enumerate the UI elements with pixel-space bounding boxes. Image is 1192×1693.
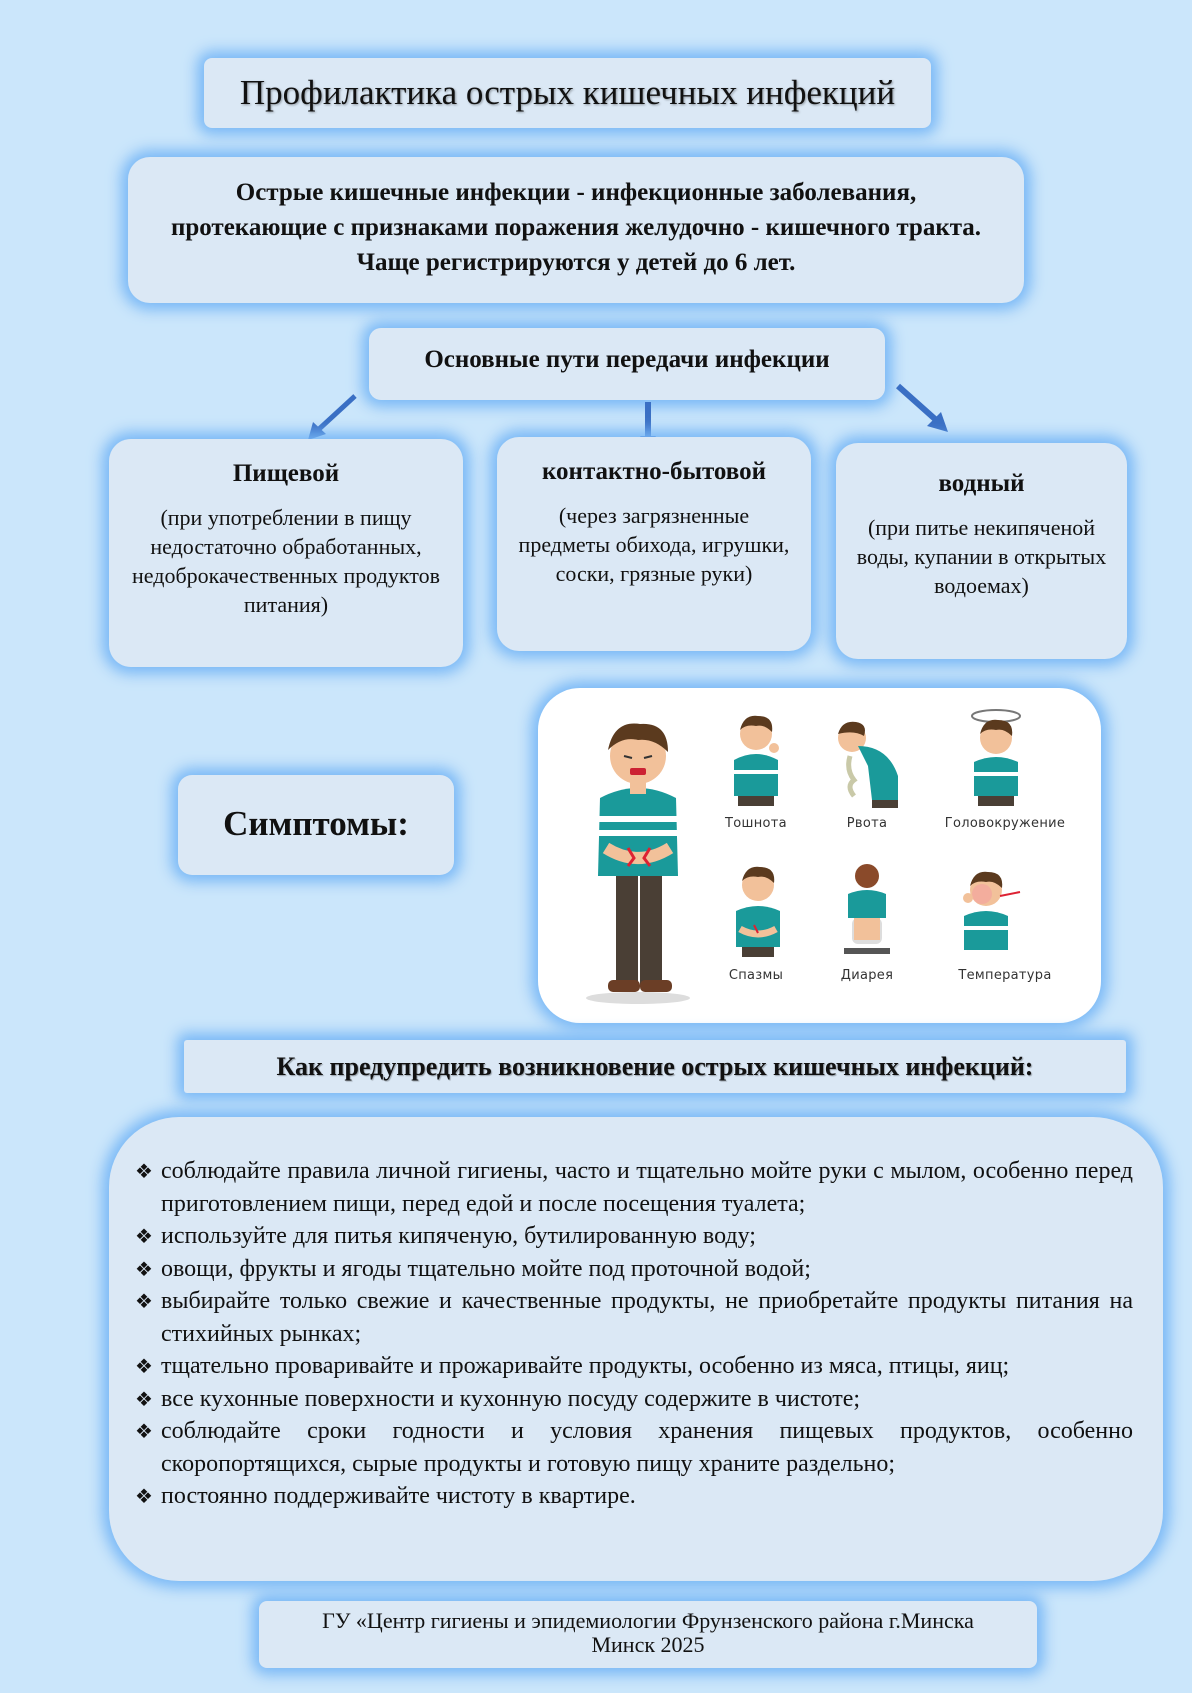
list-item: ❖ тщательно проваривайте и прожаривайте продукты, особенно из мяса, птицы, яиц;: [135, 1350, 1133, 1383]
symptom-caption: Тошнота: [725, 816, 787, 831]
route-food: [109, 439, 463, 667]
symptom-caption: Температура: [958, 968, 1052, 983]
footer-org: ГУ «Центр гигиены и эпидемиологии Фрунзенского района г.Минска: [322, 1608, 974, 1633]
diarrhea-figure: [832, 858, 902, 963]
route-title: Пищевой: [232, 460, 340, 487]
symptom-caption: Диарея: [840, 968, 894, 983]
route-contact: [497, 437, 811, 651]
vomiting-figure: [828, 716, 918, 808]
list-item: ❖ все кухонные поверхности и кухонную посуду содержите в чистоте;: [135, 1383, 1133, 1416]
symptoms-illustration: [538, 688, 1101, 1023]
footer-year: Минск 2025: [591, 1632, 705, 1657]
boy-stomachache-figure: [578, 708, 698, 1008]
symptom-caption: Рвота: [846, 816, 888, 831]
dizziness-figure: [956, 704, 1036, 808]
definition-text: Острые кишечные инфекции - инфекционные заболевания, протекающие с признаками поражения желудочно - кишечного тракта. Чаще регистрируются у детей до 6 лет.: [170, 179, 982, 276]
prevention-heading: Как предупредить возникновение острых кишечных инфекций:: [276, 1052, 1034, 1081]
list-item: ❖ постоянно поддерживайте чистоту в квартире.: [135, 1480, 1133, 1513]
nausea-figure: [716, 708, 796, 808]
routes-heading: Основные пути передачи инфекции: [424, 346, 830, 373]
footer-box: [259, 1601, 1037, 1668]
route-title: контактно-бытовой: [541, 458, 767, 485]
symptoms-heading-box: [178, 775, 454, 875]
arrow-down-right-icon: [898, 386, 948, 432]
tips-list: [135, 1155, 1133, 1513]
list-item: ❖ соблюдайте правила личной гигиены, часто и тщательно мойте руки с мылом, особенно перед приготовлением пищи, перед едой и после посещения туалета;: [135, 1155, 1133, 1220]
arrows-layer: [0, 0, 1192, 480]
route-desc: (при употреблении в пищу недостаточно обработанных, недоброкачественных продуктов питания): [132, 505, 440, 617]
prevention-tips-box: [109, 1117, 1163, 1581]
symptoms-heading: Симптомы:: [223, 804, 409, 843]
symptom-caption: Головокружение: [944, 816, 1066, 831]
route-title: водный: [938, 470, 1025, 497]
arrow-down-left-icon: [308, 396, 355, 440]
cramps-figure: [718, 863, 798, 963]
route-water: [836, 443, 1127, 659]
list-item: ❖ выбирайте только свежие и качественные продукты, не приобретайте продукты питания на стихийных рынках;: [135, 1285, 1133, 1350]
list-item: ❖ соблюдайте сроки годности и условия хранения пищевых продуктов, особенно скоропортящихся, сырые продукты и готовую пищу храните раздельно;: [135, 1415, 1133, 1480]
list-item: ❖ овощи, фрукты и ягоды тщательно мойте под проточной водой;: [135, 1253, 1133, 1286]
route-desc: (при питье некипяченой воды, купании в открытых водоемах): [856, 515, 1107, 598]
fever-figure: [946, 860, 1036, 960]
symptom-caption: Спазмы: [728, 968, 784, 983]
route-desc: (через загрязненные предметы обихода, игрушки, соски, грязные руки): [518, 503, 790, 586]
prevention-heading-box: [184, 1040, 1126, 1093]
page-title: Профилактика острых кишечных инфекций: [239, 73, 896, 112]
list-item: ❖ используйте для питья кипяченую, бутилированную воду;: [135, 1220, 1133, 1253]
